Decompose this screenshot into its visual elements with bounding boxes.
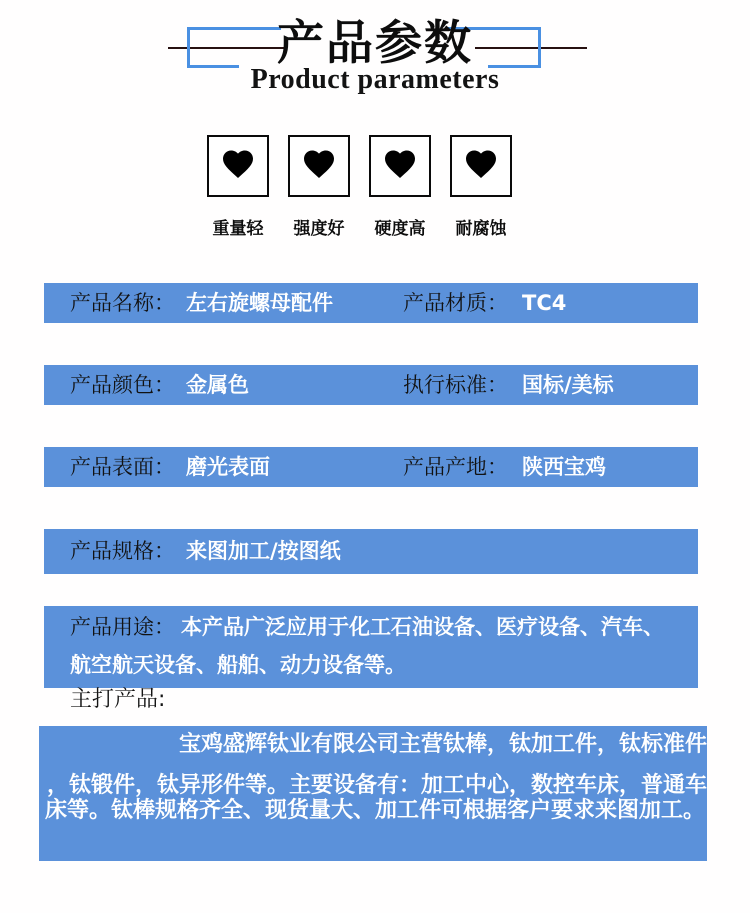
heart-icon [219,146,257,186]
spec-row-color-standard [44,365,698,405]
feature-strength [288,135,350,239]
spec-value: 本产品广泛应用于化工石油设备、医疗设备、汽车、航空航天设备、船舶、动力设备等。 [70,615,664,677]
spec-value: 来图加工/按图纸 [186,539,341,563]
spec-value: 磨光表面 [186,455,270,479]
page-title: 产品参数 [277,16,473,71]
spec-label: 产品材质： [403,291,508,315]
feature-box [369,135,431,197]
feature-corrosion-resistance [450,135,512,239]
feature-label: 耐腐蚀 [455,219,507,239]
company-intro-line: 宝鸡盛辉钛业有限公司主营钛棒，钛加工件，钛标准件 [179,732,708,757]
spec-label: 产品用途： [70,615,175,639]
spec-row-specification [44,529,698,574]
feature-box [288,135,350,197]
page-subtitle: Product parameters [250,64,500,95]
spec-value: TC4 [522,291,567,315]
feature-lightweight [207,135,269,239]
spec-value: 金属色 [186,373,249,397]
company-intro-line: 床等。钛棒规格齐全、现货量大、加工件可根据客户要求来图加工。 [45,798,706,823]
feature-label: 强度好 [293,219,345,239]
spec-row-usage [44,606,698,688]
spec-row-surface-origin [44,447,698,487]
spec-value: 国标/美标 [522,373,614,397]
spec-label: 产品颜色： [70,373,175,397]
feature-label: 重量轻 [212,219,264,239]
company-intro-line: ，钛锻件，钛异形件等。主要设备有：加工中心，数控车床，普通车 [47,773,708,798]
feature-box [450,135,512,197]
spec-row-name-material [44,283,698,323]
spec-value: 陕西宝鸡 [522,455,606,479]
spec-label: 产品产地： [403,455,508,479]
feature-box [207,135,269,197]
spec-label: 产品表面： [70,455,175,479]
feature-hardness [369,135,431,239]
company-intro-block [39,726,707,861]
heart-icon [381,146,419,186]
heart-icon [462,146,500,186]
spec-label: 产品名称： [70,291,175,315]
feature-label: 硬度高 [374,219,426,239]
spec-value: 左右旋螺母配件 [186,291,333,315]
spec-label: 执行标准： [403,373,508,397]
spec-label: 产品规格： [70,539,175,563]
heart-icon [300,146,338,186]
main-product-label: 主打产品: [70,687,166,712]
